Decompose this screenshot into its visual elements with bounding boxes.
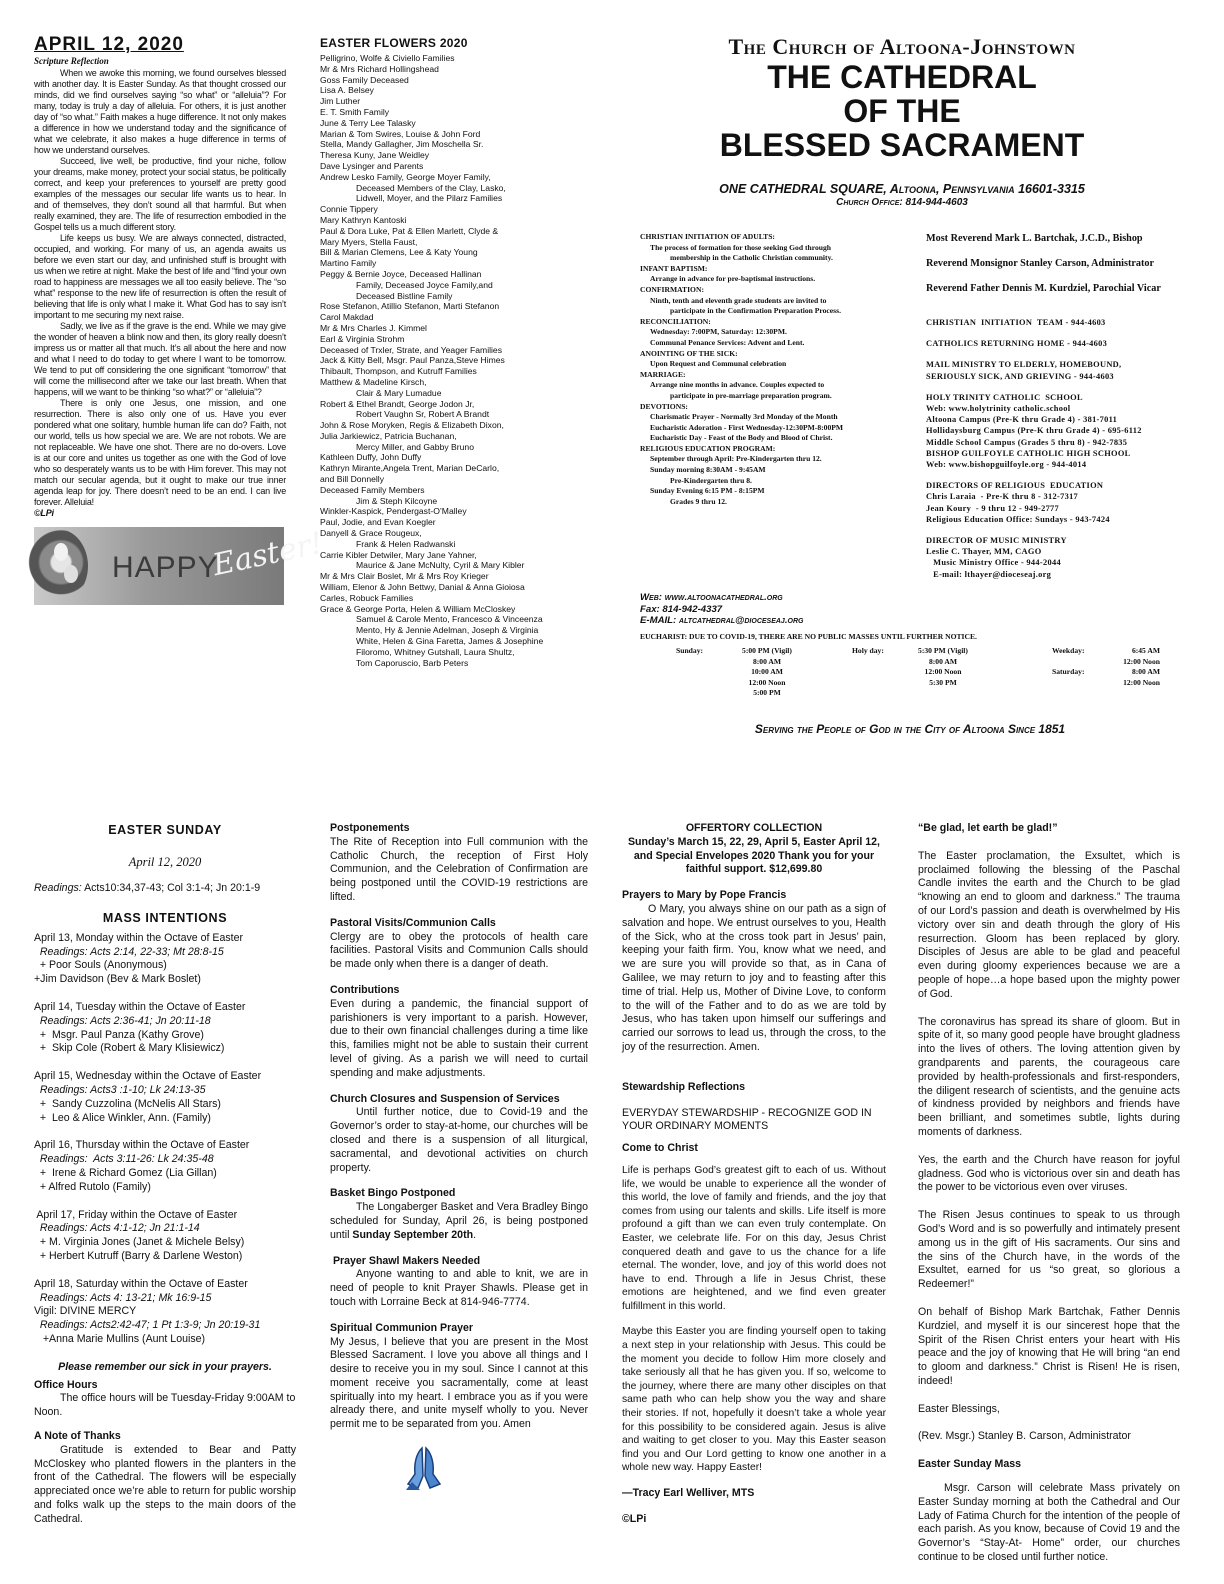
sacrament-detail: Arrange nine months in advance. Couples expected to xyxy=(650,380,825,390)
ministry-line: Altoona Campus (Pre-K thru Grade 4) - 381-7011 xyxy=(926,415,1118,425)
address-block xyxy=(606,182,1198,212)
intention-line: Readings: Acts3 :1-10; Lk 24:13-35 xyxy=(34,1083,206,1096)
flower-dedication: Jack & Kitty Bell, Msgr. Paul Panza,Steve Himes xyxy=(320,355,505,366)
ministry-line: Jean Koury - 9 thru 12 - 949-2777 xyxy=(926,503,1060,513)
mass-time: 5:00 PM (Vigil) xyxy=(742,646,792,655)
offertory-column xyxy=(622,822,886,1562)
thanks-heading: A Note of Thanks xyxy=(34,1429,121,1442)
news-text xyxy=(330,1336,588,1433)
flower-dedication: Filoromo, Whitney Gutshall, Laura Shultz, xyxy=(356,646,515,657)
sacrament-detail: Wednesday: 7:00PM, Saturday: 12:30PM. xyxy=(650,327,787,337)
flowers-title: EASTER FLOWERS 2020 xyxy=(320,36,468,50)
egg-icon xyxy=(64,565,78,583)
flower-dedication: Thibault, Thompson, and Kutruff Families xyxy=(320,366,477,377)
news-text-main: Clergy are to obey the protocols of health care facilities. Pastoral Visits and Communion Calls should be made only when there is a danger of death. xyxy=(330,930,588,971)
pastor-paragraph: The Easter proclamation, the Exsultet, which is proclaimed following the blessing of the Paschal Candle invites the earth and the Church to be glad “knowing an end to gloom and darkness.” The trauma of our Lord’s passion and death is overwhelmed by His victory over sin and death through the glory of His resurrection. Gloom has been replaced by glory. Disciples of Jesus are able to be glad and peaceful even during gloomy experiences because we are a people of hope…a hope based upon the mighty power of God. xyxy=(918,849,1180,1000)
sacrament-detail: The process of formation for those seeking God through xyxy=(650,242,831,252)
ministry-line: Leslie C. Thayer, MM, CAGO xyxy=(926,547,1042,557)
mass-time: 5:30 PM (Vigil) xyxy=(918,646,968,655)
news-text-main: Anyone wanting to and able to knit, we are in need of people to knit Prayer Shawls. Please get in touch with Lorraine Beck at 814-946-7774. xyxy=(330,1268,588,1308)
intention-line: + Skip Cole (Robert & Mary Klisiewicz) xyxy=(34,1042,225,1055)
flower-dedication: Mercy Miller, and Gabby Bruno xyxy=(356,441,474,452)
sacrament-heading: CHRISTIAN INITIATION OF ADULTS: xyxy=(640,232,775,241)
ministry-line: CATHOLICS RETURNING HOME - 944-4603 xyxy=(926,339,1108,349)
mass-time: 8:00 AM xyxy=(928,656,958,666)
sacrament-detail: participate in pre-marriage preparation program. xyxy=(670,390,832,400)
ministry-line: Hollidaysburg Campus (Pre-K thru Grade 4) - 695-6112 xyxy=(926,426,1142,436)
ministry-line: DIRECTORS OF RELIGIOUS EDUCATION xyxy=(926,481,1104,491)
intentions-title: MASS INTENTIONS xyxy=(102,910,228,925)
flower-dedication: Danyell & Grace Rougeux, xyxy=(320,528,422,539)
intention-line: + Leo & Alice Winkler, Ann. (Family) xyxy=(34,1111,211,1124)
news-text xyxy=(330,1201,588,1242)
easter-mass-heading: Easter Sunday Mass xyxy=(918,1458,1022,1471)
news-heading: Basket Bingo Postponed xyxy=(330,1187,456,1200)
news-heading: Contributions xyxy=(330,983,400,996)
mass-time: 12:00 Noon xyxy=(1123,656,1160,666)
reflection-column xyxy=(34,34,326,754)
intention-block xyxy=(34,1001,296,1056)
flower-dedication: Jim Luther xyxy=(320,96,361,107)
egg-icon xyxy=(54,543,68,561)
flower-dedication: Mr & Mrs Charles J. Kimmel xyxy=(320,322,427,333)
ministry-line: DIRECTOR OF MUSIC MINISTRY xyxy=(926,536,1067,546)
reflection-paragraph: When we awoke this morning, we found ourselves blessed with another day. It is Easter Sunday. As that thought crossed our minds, did we find ourselves saying “so what” or “alleluia”? For many, today is truly a day of alleluia. For others, it is just another day of “so what.” Faith makes a huge difference. It not only makes a difference in how we understand today and the significance of what we celebrate, it also makes a huge difference in terms of how we understand ourselves. xyxy=(34,68,286,155)
flower-dedication: June & Terry Lee Talasky xyxy=(320,117,416,128)
mass-time: 5:00 PM xyxy=(753,688,781,697)
saturday-label: Saturday: xyxy=(1052,667,1085,676)
praying-hands-icon xyxy=(400,1444,588,1497)
cathedral-title-1: THE CATHEDRAL xyxy=(767,59,1037,95)
news-heading: Spiritual Communion Prayer xyxy=(330,1321,474,1334)
church-name: The Church of Altoona-Johnstown xyxy=(728,34,1076,59)
intention-day: April 15, Wednesday within the Octave of Easter xyxy=(34,1070,262,1083)
sacrament-detail: Upon Request and Communal celebration xyxy=(650,359,787,369)
spacer xyxy=(926,525,1192,535)
flower-dedication: Deceased Members of the Clay, Lasko, xyxy=(356,182,506,193)
clergy-block xyxy=(926,232,1192,632)
happy-easter-banner xyxy=(34,525,326,605)
flower-dedication: Andrew Lesko Family, George Moyer Family, xyxy=(320,171,491,182)
flower-dedication: Clair & Mary Lumadue xyxy=(356,387,442,398)
sacraments-list xyxy=(640,232,922,507)
intention-block xyxy=(34,1278,296,1347)
clergy-list xyxy=(926,232,1192,580)
news-text xyxy=(330,1268,588,1309)
flower-dedication: Matthew & Madeline Kirsch, xyxy=(320,376,427,387)
mass-column xyxy=(34,822,296,1562)
email-link[interactable]: E-MAIL: altcathedral@dioceseaj.org xyxy=(640,615,804,626)
ministry-line: E-mail: lthayer@dioceseaj.org xyxy=(926,569,1052,579)
nest-icon xyxy=(28,529,88,603)
sacrament-detail: Sunday morning 8:30AM - 9:45AM xyxy=(650,465,766,475)
holyday-label: Holy day: xyxy=(852,646,884,655)
banner-easter: Easter! xyxy=(209,525,326,584)
news-text-main: My Jesus, I believe that you are present in the Most Blessed Sacrament. I love you above all things and I desire to receive you in my soul. Since I cannot at this moment receive you sacramentally, come at least spiritually into my heart. I embrace you as if you were already there, and unite myself wholly to you. Never permit me to be separated from you. Amen xyxy=(330,1335,588,1431)
stewardship-sub: EVERYDAY STEWARDSHIP - RECOGNIZE GOD IN YOUR ORDINARY MOMENTS xyxy=(622,1106,872,1133)
flower-dedication: Pelligrino, Wolfe & Civiello Families xyxy=(320,53,455,63)
mass-time: 8:00 AM xyxy=(1131,667,1160,676)
news-text-main: Until further notice, due to Covid-19 and the Governor’s order to stay-at-home, our churches will be closed and there is a suspension of all liturgical, sacramental, and devotional activities on church property. xyxy=(330,1106,588,1174)
sunday-times xyxy=(712,646,822,699)
mass-time: 8:00 AM xyxy=(752,656,782,666)
intention-block xyxy=(34,1070,296,1125)
flower-dedication: White, Helen & Gina Faretta, James & Josephine xyxy=(356,636,544,647)
news-heading: Church Closures and Suspension of Services xyxy=(330,1092,560,1105)
news-column xyxy=(330,822,588,1562)
clergy-name: Reverend Father Dennis M. Kurdziel, Parochial Vicar xyxy=(926,283,1161,294)
sacrament-detail: September through April: Pre-Kindergarten thru 12. xyxy=(650,454,822,464)
flower-dedication: Carrie Kibler Detwiler, Mary Jane Yahner, xyxy=(320,549,477,560)
intention-line: Readings: Acts 4: 13-21; Mk 16:9-15 xyxy=(34,1291,212,1304)
church-office: Church Office: 814-944-4603 xyxy=(836,197,968,208)
office-hours-text: The office hours will be Tuesday-Friday 9:00AM to Noon. xyxy=(34,1392,296,1419)
readings-label: Readings: xyxy=(34,882,82,894)
intention-block xyxy=(34,1139,296,1194)
sacrament-heading: DEVOTIONS: xyxy=(640,401,688,411)
pastor-paragraph: Yes, the earth and the Church have reason for joyful gladness. God who is victorious over sin and death has the power to be victorious even over viruses. xyxy=(918,1153,1180,1194)
flower-dedication: Family, Deceased Joyce Family,and xyxy=(356,279,493,290)
easter-mass-text: Msgr. Carson will celebrate Mass privately on Easter Sunday morning at both the Cathedral and Our Lady of Fatima Church for the intention of the people of each parish. As you know, because of Covid 19 and the Governor’s “Stay-At- Home” order, our churches continue to be closed until further notice. xyxy=(918,1482,1180,1564)
offertory-credit: ©LPi xyxy=(622,1512,647,1525)
reflection-body xyxy=(34,68,286,508)
sacrament-heading: RECONCILIATION: xyxy=(640,316,711,326)
offertory-title: OFFERTORY COLLECTION xyxy=(685,822,823,834)
mass-time: 12:00 Noon xyxy=(748,677,786,687)
mass-time: 12:00 Noon xyxy=(924,667,962,676)
flower-dedication: Carles, Robuck Families xyxy=(320,592,414,603)
flower-dedication: Martino Family xyxy=(320,258,377,269)
sacrament-detail: membership in the Catholic Christian community. xyxy=(670,253,833,263)
news-text-main: Even during a pandemic, the financial support of parishioners is very important to a parish. However, due to their own financial challenges during a time like this, families might not be able to sustain their current level of giving. As a parish we will need to curtail spending and make adjustments. xyxy=(330,997,588,1079)
intention-line: Readings: Acts 3:11-26: Lk 24:35-48 xyxy=(34,1153,214,1166)
sacrament-detail: Charismatic Prayer - Normally 3rd Monday of the Month xyxy=(650,412,838,422)
flower-dedication: Mento, Hy & Jennie Adelman, Joseph & Virginia xyxy=(356,625,539,636)
mary-heading: Prayers to Mary by Pope Francis xyxy=(622,889,787,902)
flower-dedication: Samuel & Carole Mento, Francesco & Vinceenza xyxy=(356,614,543,625)
flower-dedication: Carol Makdad xyxy=(320,312,374,323)
pastor-paragraph: Easter Blessings, xyxy=(918,1402,1000,1415)
reflection-heading: Scripture Reflection xyxy=(34,56,109,66)
flower-dedication: William, Elenor & John Bettwy, Danial & Anna Gioiosa xyxy=(320,582,525,593)
flowers-column xyxy=(320,36,582,736)
intention-block xyxy=(34,1209,296,1264)
clergy-name: Most Reverend Mark L. Bartchak, J.C.D., Bishop xyxy=(926,233,1143,244)
sacraments-block xyxy=(640,232,922,592)
sacrament-heading: RELIGIOUS EDUCATION PROGRAM: xyxy=(640,443,776,453)
church-address: ONE CATHEDRAL SQUARE, Altoona, Pennsylvania 16601-3315 xyxy=(719,182,1085,196)
sunday-readings xyxy=(34,882,296,896)
flower-dedication: Stella, Mandy Gallagher, Jim Moschella Sr. xyxy=(320,139,484,150)
flower-dedication: Mary Kathryn Kantoski xyxy=(320,214,407,225)
pastor-paragraph: (Rev. Msgr.) Stanley B. Carson, Administrator xyxy=(918,1430,1131,1443)
sacrament-detail: Pre-Kindergarten thru 8. xyxy=(670,475,752,485)
ministry-line: CHRISTIAN INITIATION TEAM - 944-4603 xyxy=(926,318,1106,327)
reflection-paragraph: Succeed, live well, be productive, find your niche, follow your dreams, make money, protect your social status, be politically correct, and keep your preferences to yourself are pretty good examples of the messages our secular life wants us to hear. In and of themselves, they don’t sound all that harmful. But when really examined, they are. The life of resurrection embodied in the Gospel tells us a much different story. xyxy=(34,156,286,232)
flowers-list xyxy=(320,53,582,668)
news-heading: Pastoral Visits/Communion Calls xyxy=(330,916,496,929)
mass-time: 5:30 PM xyxy=(929,677,957,687)
spacer xyxy=(926,349,1192,359)
sacrament-detail: Eucharistic Day - Feast of the Body and Blood of Christ. xyxy=(650,433,833,443)
pastor-column xyxy=(918,822,1180,1562)
flower-dedication: Peggy & Bernie Joyce, Deceased Hallinan xyxy=(320,268,482,279)
flower-dedication: Connie Tippery xyxy=(320,204,378,215)
mass-time: 12:00 Noon xyxy=(1123,677,1160,687)
intention-day: April 18, Saturday within the Octave of Easter xyxy=(34,1277,248,1290)
sacrament-heading: MARRIAGE: xyxy=(640,369,686,379)
eucharist-notice: EUCHARIST: DUE TO COVID-19, THERE ARE NO PUBLIC MASSES UNTIL FURTHER NOTICE. xyxy=(640,632,977,641)
flower-dedication: Rose Stefanon, Atillio Stefanon, Marti Stefanon xyxy=(320,301,500,312)
banner-happy: HAPPY xyxy=(112,551,219,584)
flower-dedication: Mary Myers, Stella Faust, xyxy=(320,236,418,247)
news-list xyxy=(330,822,588,1432)
intention-line: +Anna Marie Mullins (Aunt Louise) xyxy=(34,1332,206,1345)
mass-schedule xyxy=(640,646,1200,708)
intention-line: + Sandy Cuzzolina (McNelis All Stars) xyxy=(34,1097,221,1110)
web-link[interactable]: Web: www.altoonacathedral.org xyxy=(640,592,783,603)
intention-block xyxy=(34,932,296,987)
intention-line: +Jim Davidson (Bev & Mark Boslet) xyxy=(34,973,201,986)
sacrament-detail: Arrange in advance for pre-baptismal instructions. xyxy=(650,274,816,284)
easter-date: April 12, 2020 xyxy=(128,855,202,869)
sacrament-detail: Grades 9 thru 12. xyxy=(670,496,727,506)
pastor-paras xyxy=(918,850,1180,1444)
sacrament-detail: Eucharistic Adoration - First Wednesday-12:30PM-8:00PM xyxy=(650,422,844,432)
ministry-line: Music Ministry Office - 944-2044 xyxy=(926,558,1061,568)
news-text xyxy=(330,931,588,972)
pastor-paragraph: On behalf of Bishop Mark Bartchak, Father Dennis Kurdziel, and myself it is our sincerest hope that the Spirit of the Risen Christ enters your heart with His peace and the joy of knowing that He will bring “an end to gloom and darkness.” Christ is Risen! He is risen, indeed! xyxy=(918,1305,1180,1387)
flower-dedication: Grace & George Porta, Helen & William McCloskey xyxy=(320,603,516,614)
intention-line: Vigil: DIVINE MERCY xyxy=(34,1305,137,1318)
ministry-line: Middle School Campus (Grades 5 thru 8) - 942-7835 xyxy=(926,437,1128,447)
news-text-date: Sunday September 20th xyxy=(352,1228,474,1241)
flower-dedication: Kathryn Mirante,Angela Trent, Marian DeCarlo, xyxy=(320,463,500,474)
offertory-body: Sunday’s March 15, 22, 29, April 5, Easter April 12, and Special Envelopes 2020 Thank you for your faithful support. $12,699.80 xyxy=(627,835,880,876)
flower-dedication: Lidwell, Moyer, and the Pilarz Families xyxy=(356,193,503,204)
intention-line: Readings: Acts 2:36-41; Jn 20:11-18 xyxy=(34,1014,211,1027)
news-heading: Postponements xyxy=(330,822,410,834)
reflection-paragraph: There is only one Jesus, one mission, and one resurrection. There is also only one of us. Have you ever pondered what one solitary, humble human life can do? Faith, not our world, tells us how special we are. We are not robots. We are not replaceable. We have one shot. There are no do-overs. Love is at our core and unites us together as one with the God of love who so desperately wants us to be with Him forever. This may not match our secular agenda, but it ought to make our true inner agenda leap for joy. There doesn’t need to be an end. I can live forever. Alleluia! xyxy=(34,398,286,507)
flower-dedication: Paul, Jodie, and Evan Koegler xyxy=(320,517,436,528)
pastor-paragraph: The Risen Jesus continues to speak to us through God’s Word and is so powerfully and intimately present among us in the gift of His sacraments. Our sins and the sins of the Church have, in the words of the Exsultet, earned for us “so great, so glorious a Redeemer!” xyxy=(918,1209,1180,1291)
eucharist-block xyxy=(640,632,1200,712)
pastor-paragraph: The coronavirus has spread its share of gloom. But in spite of it, so many good people have brought gladness into the lives of others. The loving attention given by grandparents and parents, the courageous care provided by health-professionals and first-responders, the diligent research of scientists, and the genuine acts of kindness provided by neighbors and friends have been brilliant, and sometimes subtle, lights during moments of darkness. xyxy=(918,1015,1180,1138)
sacrament-detail: participate in the Confirmation Preparation Process. xyxy=(670,306,841,316)
holyday-times xyxy=(888,646,998,688)
flower-dedication: Kathleen Duffy, John Duffy xyxy=(320,452,422,463)
intention-day: April 14, Tuesday within the Octave of Easter xyxy=(34,1000,246,1013)
intention-line: + Poor Souls (Anonymous) xyxy=(34,959,167,972)
reflection-credit: ©LPi xyxy=(34,508,54,518)
flower-dedication: Frank & Helen Radwanski xyxy=(356,538,456,549)
spacer xyxy=(926,470,1192,480)
reflection-paragraph: Sadly, we live as if the grave is the end. While we may give the wonder of heaven a blink now and then, its glory really doesn’t impress us or matter all that much. It’s all about the here and now and what I need to do today to get where I want to be tomorrow. We tend to put off considering the one significant “tomorrow” that will come the millisecond after we take our last breath. When that happens, will we want to be thinking “so what?” or “alleluia”? xyxy=(34,321,286,397)
intention-day: April 17, Friday within the Octave of Easter xyxy=(34,1208,238,1221)
flower-dedication: Dave Lysinger and Parents xyxy=(320,160,424,171)
flower-dedication: Mr & Mrs Clair Boslet, Mr & Mrs Roy Krieger xyxy=(320,571,489,582)
intention-line: Readings: Acts 2:14, 22-33; Mt 28:8-15 xyxy=(34,945,224,958)
news-text-end: . xyxy=(473,1228,477,1241)
cathedral-title-2: OF THE xyxy=(843,93,961,129)
come-para-2: Maybe this Easter you are finding yourself open to taking a next step in your relationship with Jesus. This could be the moment you decide to follow Him more closely and take seriously all that he has given you. If so, welcome to the journey, where there are many other disciples on that same path who can help show you the way and share their stories. If not, hopefully it doesn’t take a whole year for this possibility to be considered again. Jesus is alive and waiting to get closer to you. May this Easter season find you and Our Lord getting to know one another in a whole new way. Happy Easter! xyxy=(622,1326,886,1474)
flower-dedication: Deceased of Trxler, Strate, and Yeager Families xyxy=(320,344,502,355)
office-hours-heading: Office Hours xyxy=(34,1378,98,1391)
intention-line: + M. Virginia Jones (Janet & Michele Belsy) xyxy=(34,1236,245,1249)
flower-dedication: Robert Vaughn Sr, Robert A Brandt xyxy=(356,409,490,420)
flower-dedication: Julia Jarkiewicz, Patricia Buchanan, xyxy=(320,430,457,441)
flower-dedication: and Bill Donnelly xyxy=(320,474,385,485)
intention-line: Readings: Acts 4:1-12; Jn 21:1-14 xyxy=(34,1222,200,1235)
masthead xyxy=(606,34,1198,184)
flower-dedication: Deceased Family Members xyxy=(320,484,425,495)
sick-note: Please remember our sick in your prayers. xyxy=(58,1360,272,1373)
ministry-line: Chris Laraia - Pre-K thru 8 - 312-7317 xyxy=(926,492,1079,502)
fax: Fax: 814-942-4337 xyxy=(640,603,723,615)
sacrament-detail: Ninth, tenth and eleventh grade students are invited to xyxy=(650,295,827,305)
tagline: Serving the People of God in the City of Altoona Since 1851 xyxy=(754,722,1066,736)
spacer xyxy=(926,307,1192,317)
news-text-main: The Rite of Reception into Full communion with the Catholic Church, the reception of First Holy Communion, and the Celebration of Confirmation are being postponed until the COVID-19 restrictions are lifted. xyxy=(330,835,588,903)
weekday-label: Weekday: xyxy=(1052,646,1085,655)
flower-dedication: Goss Family Deceased xyxy=(320,74,409,85)
author: —Tracy Earl Welliver, MTS xyxy=(622,1487,755,1499)
sacrament-heading: INFANT BAPTISM: xyxy=(640,263,708,273)
spacer xyxy=(926,328,1192,338)
flower-dedication: Earl & Virginia Strohm xyxy=(320,333,405,344)
flower-dedication: Jim & Steph Kilcoyne xyxy=(356,495,438,506)
news-text xyxy=(330,998,588,1081)
easter-sunday-title: EASTER SUNDAY xyxy=(108,823,222,837)
saturday-times xyxy=(1100,667,1160,688)
news-text xyxy=(330,836,588,905)
ministry-line: SERIOUSLY SICK, AND GRIEVING - 944-4603 xyxy=(926,371,1114,381)
flower-dedication: Theresa Kuny, Jane Weidley xyxy=(320,150,430,161)
news-text xyxy=(330,1106,588,1175)
cathedral-title-3: BLESSED SACRAMENT xyxy=(719,127,1085,163)
ministry-line: Web: www.bishopguilfoyle.org - 944-4014 xyxy=(926,460,1087,470)
spacer xyxy=(926,382,1192,392)
flower-dedication: Marian & Tom Swires, Louise & John Ford xyxy=(320,128,481,139)
stewardship-heading: Stewardship Reflections xyxy=(622,1080,746,1093)
sacrament-heading: CONFIRMATION: xyxy=(640,284,704,294)
come-para-1: Life is perhaps God’s greatest gift to each of us. Without life, we would be unable to experience all the wonder of this world, the love of family and friends, and the joy that comes from using our talents and skills. Life itself is more profound a gift than we can even truly contemplate. On Easter, we celebrate life. For on this day, Jesus Christ conquered death and gave to us the chance for a life eternal. The wonder, love, and joy of this world does not have to end. Through a life in Jesus Christ, these emotions are heightened, and we find even greater fulfillment in this world. xyxy=(622,1164,886,1312)
reflection-paragraph: Life keeps us busy. We are always connected, distracted, occupied, and working. For many of us, an agenda awaits us before we even start our day, and unfinished stuff is brought with us when we retire at night. Make the best of life and “find your own road to happiness are messages we all too easily believe. The “so what” response to the new life of resurrection is often the result of believing that life is only what I make it. What God has to say isn’t important to me securing my next raise. xyxy=(34,233,286,320)
flower-dedication: Tom Caporuscio, Barb Peters xyxy=(356,657,469,668)
intention-line: + Herbert Kutruff (Barry & Darlene Weston) xyxy=(34,1249,243,1262)
ministry-line: MAIL MINISTRY TO ELDERLY, HOMEBOUND, xyxy=(926,360,1122,370)
news-text-main: The Longaberger Basket and Vera Bradley Bingo scheduled for Sunday, April 26, is being postponed until xyxy=(330,1201,588,1241)
news-heading: Prayer Shawl Makers Needed xyxy=(330,1254,481,1267)
intention-line: + Irene & Richard Gomez (Lia Gillan) xyxy=(34,1166,217,1179)
flower-dedication: Paul & Dora Luke, Pat & Ellen Marlett, Clyde & xyxy=(320,225,499,236)
thanks-text: Gratitude is extended to Bear and Patty McCloskey who planted flowers in the planters in the front of the Cathedral. The flowers will be especially appreciated once we’re able to return for public worship and folks walk up the steps to the main doors of the Cathedral. xyxy=(34,1443,296,1525)
intention-line: Readings: Acts2:42-47; 1 Pt 1:3-9; Jn 20:19-31 xyxy=(34,1319,261,1332)
flower-dedication: John & Rose Moryken, Regis & Elizabeth Dixon, xyxy=(320,420,504,431)
page-date: APRIL 12, 2020 xyxy=(34,34,184,55)
flower-dedication: Robert & Ethel Brandt, George Jodon Jr, xyxy=(320,398,475,409)
intention-line: + Msgr. Paul Panza (Kathy Grove) xyxy=(34,1028,204,1041)
mass-time: 10:00 AM xyxy=(751,667,783,676)
intentions-list xyxy=(34,932,296,1347)
come-heading: Come to Christ xyxy=(622,1142,698,1155)
intention-day: April 13, Monday within the Octave of Easter xyxy=(34,931,244,944)
readings-text: Acts10:34,37-43; Col 3:1-4; Jn 20:1-9 xyxy=(84,882,261,894)
sunday-label: Sunday: xyxy=(676,646,704,655)
flower-dedication: E. T. Smith Family xyxy=(320,106,390,117)
ministry-line: Web: www.holytrinity catholic.school xyxy=(926,404,1071,414)
intention-line: + Alfred Rutolo (Family) xyxy=(34,1180,151,1193)
weekday-times xyxy=(1100,646,1160,667)
ministry-line: BISHOP GUILFOYLE CATHOLIC HIGH SCHOOL xyxy=(926,448,1131,458)
flower-dedication: Maurice & Jane McNulty, Cyril & Mary Kibler xyxy=(356,560,525,571)
pastor-quote: “Be glad, let earth be glad!” xyxy=(918,822,1058,834)
mass-time: 6:45 AM xyxy=(1131,646,1160,655)
tagline-block xyxy=(640,722,1180,742)
flower-dedication: Winkler-Kaspick, Pendergast-O’Malley xyxy=(320,506,467,517)
sacrament-detail: Communal Penance Services: Advent and Lent. xyxy=(650,337,805,347)
clergy-name: Reverend Monsignor Stanley Carson, Administrator xyxy=(926,258,1154,269)
sacrament-detail: Sunday Evening 6:15 PM - 8:15PM xyxy=(650,486,765,496)
contact-block xyxy=(640,592,922,632)
sacrament-heading: ANOINTING OF THE SICK: xyxy=(640,348,738,358)
mary-prayer: O Mary, you always shine on our path as a sign of salvation and hope. We entrust ourselves to you, Health of the Sick, who at the cross took part in Jesus’ pain, keeping your faith firm. You, know what we need, and we are sure you will provide so that, as in Cana of Galilee, we may return to joy and to feasting after this time of trial. Help us, Mother of Divine Love, to conform to the will of the Father and to do as we are told by Jesus, who has taken upon himself our sufferings and carried our sorrows to lead us, through the cross, to the joy of the resurrection. Amen. xyxy=(622,902,886,1053)
flower-dedication: Lisa A. Belsey xyxy=(320,85,374,96)
flower-dedication: Mr & Mrs Richard Hollingshead xyxy=(320,63,439,74)
flower-dedication: Deceased Bistline Family xyxy=(356,290,453,301)
flower-dedication: Bill & Marian Clemens, Lee & Katy Young xyxy=(320,247,478,258)
ministry-line: HOLY TRINITY CATHOLIC SCHOOL xyxy=(926,392,1083,402)
intention-day: April 16, Thursday within the Octave of Easter xyxy=(34,1139,250,1152)
ministry-line: Religious Education Office: Sundays - 943-7424 xyxy=(926,514,1110,524)
